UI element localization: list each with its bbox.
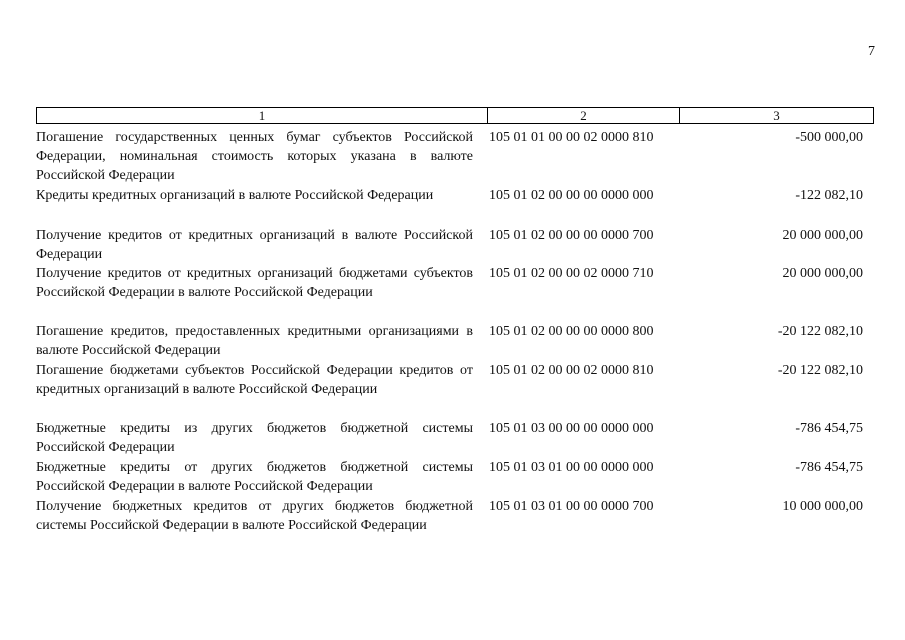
row-name: Бюджетные кредиты от других бюджетов бюджетной системы Российской Федерации в валюте Российской Федерации bbox=[36, 460, 473, 494]
row-code: 105 01 03 01 00 00 0000 700 bbox=[489, 499, 654, 514]
row-name: Погашение бюджетами субъектов Российской Федерации кредитов от кредитных организаций в валюте Российской Федерации bbox=[36, 363, 473, 397]
row-name: Бюджетные кредиты из других бюджетов бюджетной системы Российской Федерации bbox=[36, 421, 473, 455]
row-code: 105 01 02 00 00 00 0000 700 bbox=[489, 228, 654, 243]
row-name: Получение кредитов от кредитных организаций бюджетами субъектов Российской Федерации в валюте Российской Федерации bbox=[36, 266, 473, 300]
row-code: 105 01 01 00 00 02 0000 810 bbox=[489, 130, 654, 145]
row-amount: 20 000 000,00 bbox=[782, 266, 863, 281]
column-header-1: 1 bbox=[37, 108, 488, 123]
row-amount: -20 122 082,10 bbox=[777, 324, 863, 339]
row-amount: -122 082,10 bbox=[795, 188, 863, 203]
row-amount: 20 000 000,00 bbox=[782, 228, 863, 243]
page-number: 7 bbox=[868, 44, 875, 59]
row-amount: -786 454,75 bbox=[795, 421, 863, 436]
row-code: 105 01 02 00 00 00 0000 000 bbox=[489, 188, 654, 203]
row-name: Получение кредитов от кредитных организаций в валюте Российской Федерации bbox=[36, 228, 473, 262]
row-code: 105 01 02 00 00 02 0000 710 bbox=[489, 266, 654, 281]
row-code: 105 01 03 01 00 00 0000 000 bbox=[489, 460, 654, 475]
row-amount: 10 000 000,00 bbox=[782, 499, 863, 514]
row-name: Погашение кредитов, предоставленных кредитными организациями в валюте Российской Федерации bbox=[36, 324, 473, 358]
row-code: 105 01 03 00 00 00 0000 000 bbox=[489, 421, 654, 436]
row-name: Получение бюджетных кредитов от других бюджетов бюджетной системы Российской Федерации в валюте Российской Федерации bbox=[36, 499, 473, 533]
row-amount: -786 454,75 bbox=[795, 460, 863, 475]
table-header bbox=[36, 107, 874, 124]
row-code: 105 01 02 00 00 02 0000 810 bbox=[489, 363, 654, 378]
column-header-2: 2 bbox=[488, 108, 680, 123]
row-amount: -20 122 082,10 bbox=[777, 363, 863, 378]
column-header-3: 3 bbox=[773, 108, 780, 123]
row-name: Кредиты кредитных организаций в валюте Российской Федерации bbox=[36, 188, 434, 203]
row-amount: -500 000,00 bbox=[795, 130, 863, 145]
row-name: Погашение государственных ценных бумаг субъектов Российской Федерации, номинальная стоимость которых указана в валюте Российской Федерации bbox=[36, 130, 473, 183]
row-code: 105 01 02 00 00 00 0000 800 bbox=[489, 324, 654, 339]
